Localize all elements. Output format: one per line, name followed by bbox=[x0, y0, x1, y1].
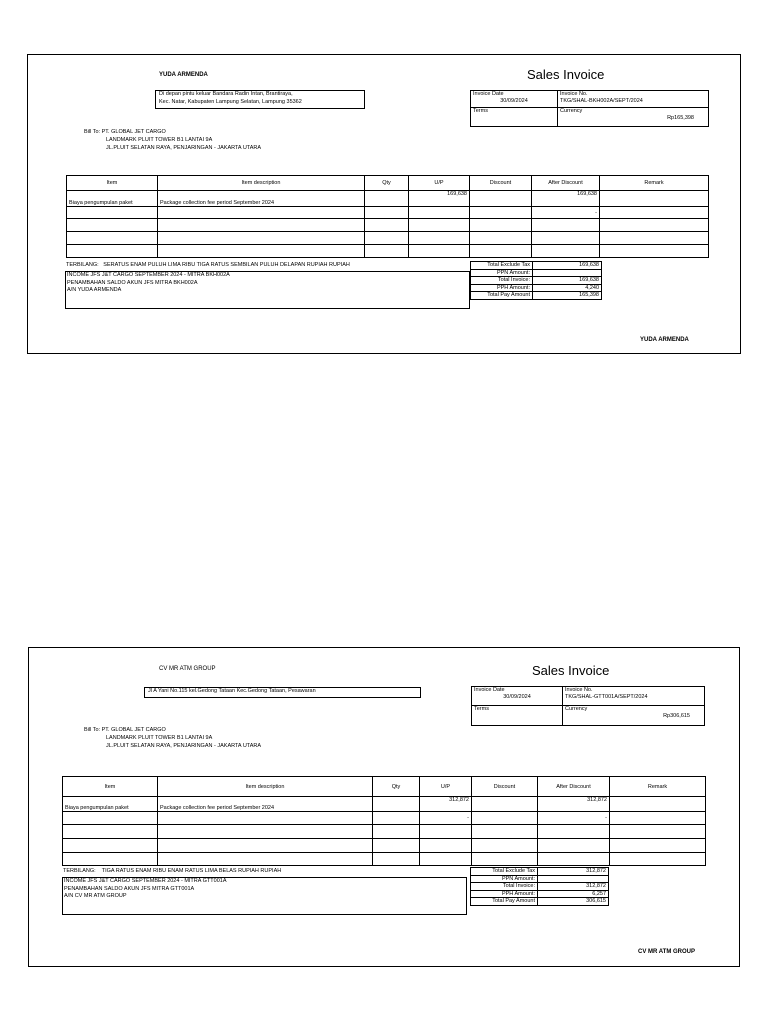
table-row bbox=[67, 232, 709, 245]
cell-discount bbox=[470, 232, 532, 245]
notes-box bbox=[65, 271, 470, 309]
cell-after-discount: - bbox=[532, 207, 600, 219]
cell-discount bbox=[472, 853, 538, 866]
cell-up bbox=[420, 853, 472, 866]
cell-remark bbox=[610, 825, 706, 839]
cell-discount bbox=[472, 812, 538, 825]
cell-after-discount bbox=[532, 245, 600, 258]
cell-description bbox=[158, 853, 373, 866]
pph-amount-value: 6,257 bbox=[538, 890, 609, 898]
cell-qty bbox=[373, 853, 420, 866]
column-header-qty: Qty bbox=[365, 176, 409, 191]
column-header-description: Item description bbox=[158, 176, 365, 191]
note-line: PENAMBAHAN SALDO AKUN JFS MITRA BKH002A bbox=[67, 279, 198, 286]
column-header-discount: Discount bbox=[470, 176, 532, 191]
bill-to-line: PT. GLOBAL JET CARGO bbox=[101, 129, 166, 135]
column-header-qty: Qty bbox=[373, 777, 420, 797]
cell-up bbox=[409, 219, 470, 232]
column-header-after-discount: After Discount bbox=[532, 176, 600, 191]
cell-discount bbox=[472, 825, 538, 839]
cell-remark bbox=[600, 191, 709, 207]
cell-description: Package collection fee period September 2024 bbox=[158, 191, 365, 207]
total-pay-amount-label: Total Pay Amount bbox=[471, 898, 538, 906]
terbilang-label: TERBILANG: bbox=[66, 262, 99, 268]
currency-label: Currency bbox=[560, 108, 583, 114]
column-header-remark: Remark bbox=[610, 777, 706, 797]
cell-discount bbox=[472, 797, 538, 812]
bill-to-label: Bill To: bbox=[84, 129, 101, 135]
sender-name: CV MR ATM GROUP bbox=[159, 666, 216, 672]
cell-qty bbox=[365, 191, 409, 207]
terms-label: Terms bbox=[474, 706, 489, 712]
ppn-amount-value bbox=[533, 269, 602, 277]
table-row bbox=[63, 825, 706, 839]
ppn-amount-label: PPN Amount: bbox=[471, 875, 538, 883]
cell-after-discount: 312,872 bbox=[538, 797, 610, 812]
cell-item: Biaya pengumpulan paket bbox=[63, 797, 158, 812]
cell-discount bbox=[470, 219, 532, 232]
currency-value: Rp165,398 bbox=[667, 114, 694, 121]
invoice-title: Sales Invoice bbox=[527, 67, 605, 82]
total-exclude-tax-label: Total Exclude Tax bbox=[471, 868, 538, 876]
cell-remark bbox=[610, 812, 706, 825]
column-header-after-discount: After Discount bbox=[538, 777, 610, 797]
note-line: INCOME JFS J&T CARGO SEPTEMBER 2024 - MITRA BKH002A bbox=[67, 272, 230, 278]
address-line: Di depan pintu keluar Bandara Radin Intan, Brantiraya, bbox=[159, 91, 293, 97]
terbilang bbox=[63, 868, 281, 874]
column-header-up: U/P bbox=[420, 777, 472, 797]
cell-after-discount bbox=[532, 232, 600, 245]
cell-description bbox=[158, 219, 365, 232]
cell-item bbox=[67, 219, 158, 232]
cell-up bbox=[409, 207, 470, 219]
note-line: A/N YUDA ARMENDA bbox=[67, 287, 122, 293]
invoice-date: 30/09/2024 bbox=[503, 693, 531, 700]
cell-qty bbox=[373, 825, 420, 839]
total-invoice-label: Total Invoice: bbox=[471, 883, 538, 891]
cell-remark bbox=[610, 797, 706, 812]
bill-to-line: LANDMARK PLUIT TOWER B1 LANTAI 9A bbox=[106, 137, 213, 143]
note-line: PENAMBAHAN SALDO AKUN JFS MITRA GTT001A bbox=[64, 885, 195, 892]
signature-name: CV MR ATM GROUP bbox=[638, 949, 695, 955]
total-pay-amount-label: Total Pay Amount bbox=[471, 292, 533, 300]
pph-amount-value: 4,240 bbox=[533, 284, 602, 292]
bill-to-line: PT. GLOBAL JET CARGO bbox=[101, 727, 166, 733]
cell-after-discount: 169,638 bbox=[532, 191, 600, 207]
cell-item bbox=[67, 245, 158, 258]
invoice-date-label: Invoice Date bbox=[473, 91, 504, 97]
cell-description bbox=[158, 232, 365, 245]
bill-to bbox=[84, 726, 261, 750]
cell-after-discount: - bbox=[538, 812, 610, 825]
cell-qty bbox=[373, 797, 420, 812]
cell-item bbox=[63, 812, 158, 825]
invoice-no-label: Invoice No. bbox=[565, 687, 593, 693]
cell-description: Package collection fee period September 2024 bbox=[158, 797, 373, 812]
address-line: Jl A Yani No.115 kel.Gedong Tataan Kec.Gedong Tataan, Pesawaran bbox=[148, 688, 316, 694]
sender-name: YUDA ARMENDA bbox=[159, 72, 208, 78]
items-table bbox=[66, 175, 709, 258]
cell-remark bbox=[600, 219, 709, 232]
total-invoice-value: 169,638 bbox=[533, 277, 602, 285]
invoice-1 bbox=[27, 54, 741, 354]
note-line: A/N CV MR ATM GROUP bbox=[64, 893, 127, 899]
items-table bbox=[62, 776, 706, 866]
total-exclude-tax-label: Total Exclude Tax bbox=[471, 262, 533, 270]
cell-remark bbox=[610, 839, 706, 853]
cell-after-discount bbox=[538, 839, 610, 853]
pph-amount-label: PPH Amount: bbox=[471, 284, 533, 292]
bill-to-label: Bill To: bbox=[84, 727, 101, 733]
cell-item bbox=[63, 839, 158, 853]
cell-item bbox=[63, 853, 158, 866]
invoice-date: 30/09/2024 bbox=[500, 97, 528, 104]
bill-to bbox=[84, 128, 261, 152]
cell-discount bbox=[472, 839, 538, 853]
invoice-meta bbox=[471, 686, 705, 726]
cell-qty bbox=[365, 219, 409, 232]
column-header-up: U/P bbox=[409, 176, 470, 191]
invoice-no: TKG/SHAL-BKH002A/SEPT/2024 bbox=[560, 97, 643, 104]
totals-table bbox=[470, 261, 602, 300]
cell-description bbox=[158, 245, 365, 258]
table-row bbox=[67, 245, 709, 258]
ppn-amount-label: PPN Amount: bbox=[471, 269, 533, 277]
cell-remark bbox=[600, 232, 709, 245]
column-header-item: Item bbox=[67, 176, 158, 191]
cell-item bbox=[67, 232, 158, 245]
sender-address bbox=[144, 687, 421, 698]
column-header-remark: Remark bbox=[600, 176, 709, 191]
total-exclude-tax-value: 169,638 bbox=[533, 262, 602, 270]
cell-remark bbox=[600, 207, 709, 219]
ppn-amount-value bbox=[538, 875, 609, 883]
cell-description bbox=[158, 207, 365, 219]
cell-up: 312,872 bbox=[420, 797, 472, 812]
currency-label: Currency bbox=[565, 706, 588, 712]
table-row bbox=[63, 839, 706, 853]
cell-item: Biaya pengumpulan paket bbox=[67, 191, 158, 207]
table-row bbox=[63, 797, 706, 812]
signature-name: YUDA ARMENDA bbox=[640, 337, 689, 343]
bill-to-line: JL.PLUIT SELATAN RAYA, PENJARINGAN - JAKARTA UTARA bbox=[106, 145, 262, 151]
cell-item bbox=[63, 825, 158, 839]
cell-up bbox=[420, 839, 472, 853]
cell-up bbox=[420, 825, 472, 839]
terbilang-text: TIGA RATUS ENAM RIBU ENAM RATUS LIMA BELAS RUPIAH RUPIAH bbox=[101, 868, 282, 874]
currency-value: Rp306,615 bbox=[663, 712, 690, 719]
cell-qty bbox=[373, 812, 420, 825]
cell-up: - bbox=[420, 812, 472, 825]
terbilang bbox=[66, 262, 350, 268]
bill-to-line: JL.PLUIT SELATAN RAYA, PENJARINGAN - JAKARTA UTARA bbox=[106, 743, 262, 749]
cell-description bbox=[158, 839, 373, 853]
cell-remark bbox=[600, 245, 709, 258]
cell-after-discount bbox=[538, 825, 610, 839]
column-header-description: Item description bbox=[158, 777, 373, 797]
invoice-title: Sales Invoice bbox=[532, 663, 610, 678]
cell-discount bbox=[470, 245, 532, 258]
bill-to-line: LANDMARK PLUIT TOWER B1 LANTAI 9A bbox=[106, 735, 213, 741]
terbilang-text: SERATUS ENAM PULUH LIMA RIBU TIGA RATUS SEMBILAN PULUH DELAPAN RUPIAH RUPIAH bbox=[103, 262, 350, 268]
table-row bbox=[67, 191, 709, 207]
total-exclude-tax-value: 312,872 bbox=[538, 868, 609, 876]
cell-up bbox=[409, 245, 470, 258]
invoice-no: TKG/SHAL-GTT001A/SEPT/2024 bbox=[565, 693, 648, 700]
pph-amount-label: PPH Amount: bbox=[471, 890, 538, 898]
cell-remark bbox=[610, 853, 706, 866]
sender-address bbox=[155, 90, 365, 109]
cell-qty bbox=[365, 207, 409, 219]
table-row bbox=[63, 853, 706, 866]
terbilang-label: TERBILANG: bbox=[63, 868, 96, 874]
cell-discount bbox=[470, 191, 532, 207]
cell-qty bbox=[365, 232, 409, 245]
table-row bbox=[63, 812, 706, 825]
total-pay-amount-value: 165,398 bbox=[533, 292, 602, 300]
invoice-meta bbox=[470, 90, 709, 127]
notes-box bbox=[62, 877, 467, 915]
cell-qty bbox=[365, 245, 409, 258]
column-header-discount: Discount bbox=[472, 777, 538, 797]
invoice-2 bbox=[28, 647, 740, 967]
cell-discount bbox=[470, 207, 532, 219]
cell-up bbox=[409, 232, 470, 245]
totals-table bbox=[470, 867, 609, 906]
terms-label: Terms bbox=[473, 108, 488, 114]
address-line: Kec. Natar, Kabupaten Lampung Selatan, Lampung 35362 bbox=[159, 98, 302, 105]
cell-item bbox=[67, 207, 158, 219]
cell-up: 169,638 bbox=[409, 191, 470, 207]
cell-after-discount bbox=[538, 853, 610, 866]
column-header-item: Item bbox=[63, 777, 158, 797]
invoice-date-label: Invoice Date bbox=[474, 687, 505, 693]
table-row bbox=[67, 219, 709, 232]
total-invoice-label: Total Invoice: bbox=[471, 277, 533, 285]
invoice-no-label: Invoice No. bbox=[560, 91, 588, 97]
total-pay-amount-value: 306,615 bbox=[538, 898, 609, 906]
table-row bbox=[67, 207, 709, 219]
total-invoice-value: 312,872 bbox=[538, 883, 609, 891]
note-line: INCOME JFS J&T CARGO SEPTEMBER 2024 - MITRA GTT001A bbox=[64, 878, 227, 884]
cell-description bbox=[158, 812, 373, 825]
cell-after-discount bbox=[532, 219, 600, 232]
cell-qty bbox=[373, 839, 420, 853]
cell-description bbox=[158, 825, 373, 839]
